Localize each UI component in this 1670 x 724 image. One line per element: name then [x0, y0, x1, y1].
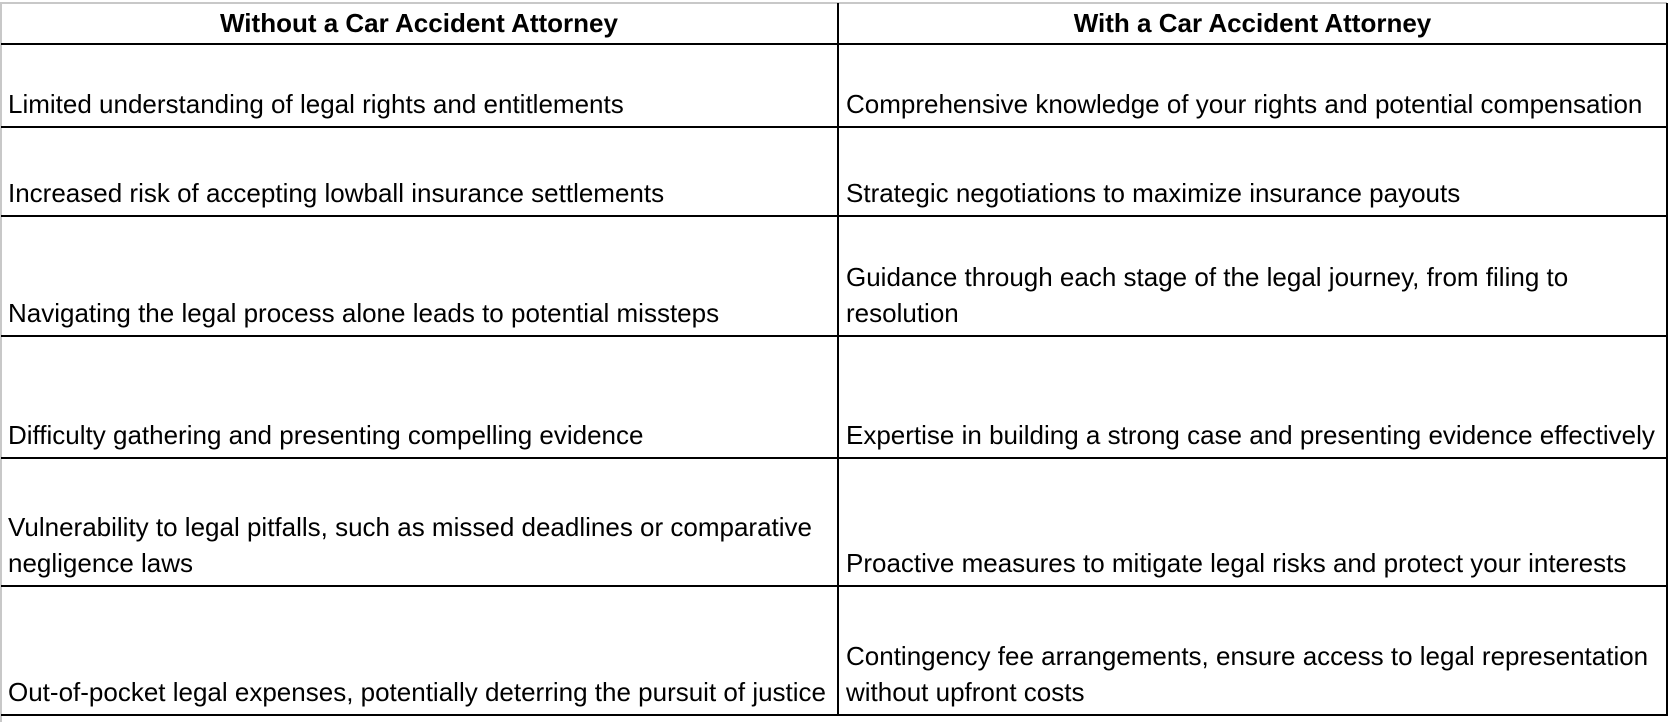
header-with-attorney: With a Car Accident Attorney [838, 3, 1667, 44]
cell-without: Vulnerability to legal pitfalls, such as missed deadlines or comparative negligence laws [1, 458, 838, 586]
table-row [1, 586, 1667, 715]
table-row [1, 336, 1667, 458]
cell-without: Increased risk of accepting lowball insurance settlements [1, 127, 838, 216]
cell-with: Guidance through each stage of the legal journey, from filing to resolution [838, 216, 1667, 336]
cell-without: Out-of-pocket legal expenses, potentially deterring the pursuit of justice [1, 586, 838, 715]
cell-with: Comprehensive knowledge of your rights and potential compensation [838, 44, 1667, 127]
table-row [1, 216, 1667, 336]
table-row [1, 127, 1667, 216]
header-without-attorney: Without a Car Accident Attorney [1, 3, 838, 44]
table-row [1, 44, 1667, 127]
cell-with: Proactive measures to mitigate legal risks and protect your interests [838, 458, 1667, 586]
cell-without: Navigating the legal process alone leads to potential missteps [1, 216, 838, 336]
comparison-table [1, 3, 1668, 716]
cell-with: Strategic negotiations to maximize insurance payouts [838, 127, 1667, 216]
cell-without: Difficulty gathering and presenting compelling evidence [1, 336, 838, 458]
cell-with: Contingency fee arrangements, ensure access to legal representation without upfront costs [838, 586, 1667, 715]
cell-with: Expertise in building a strong case and presenting evidence effectively [838, 336, 1667, 458]
header-row [1, 3, 1667, 44]
cell-without: Limited understanding of legal rights and entitlements [1, 44, 838, 127]
table-row [1, 458, 1667, 586]
